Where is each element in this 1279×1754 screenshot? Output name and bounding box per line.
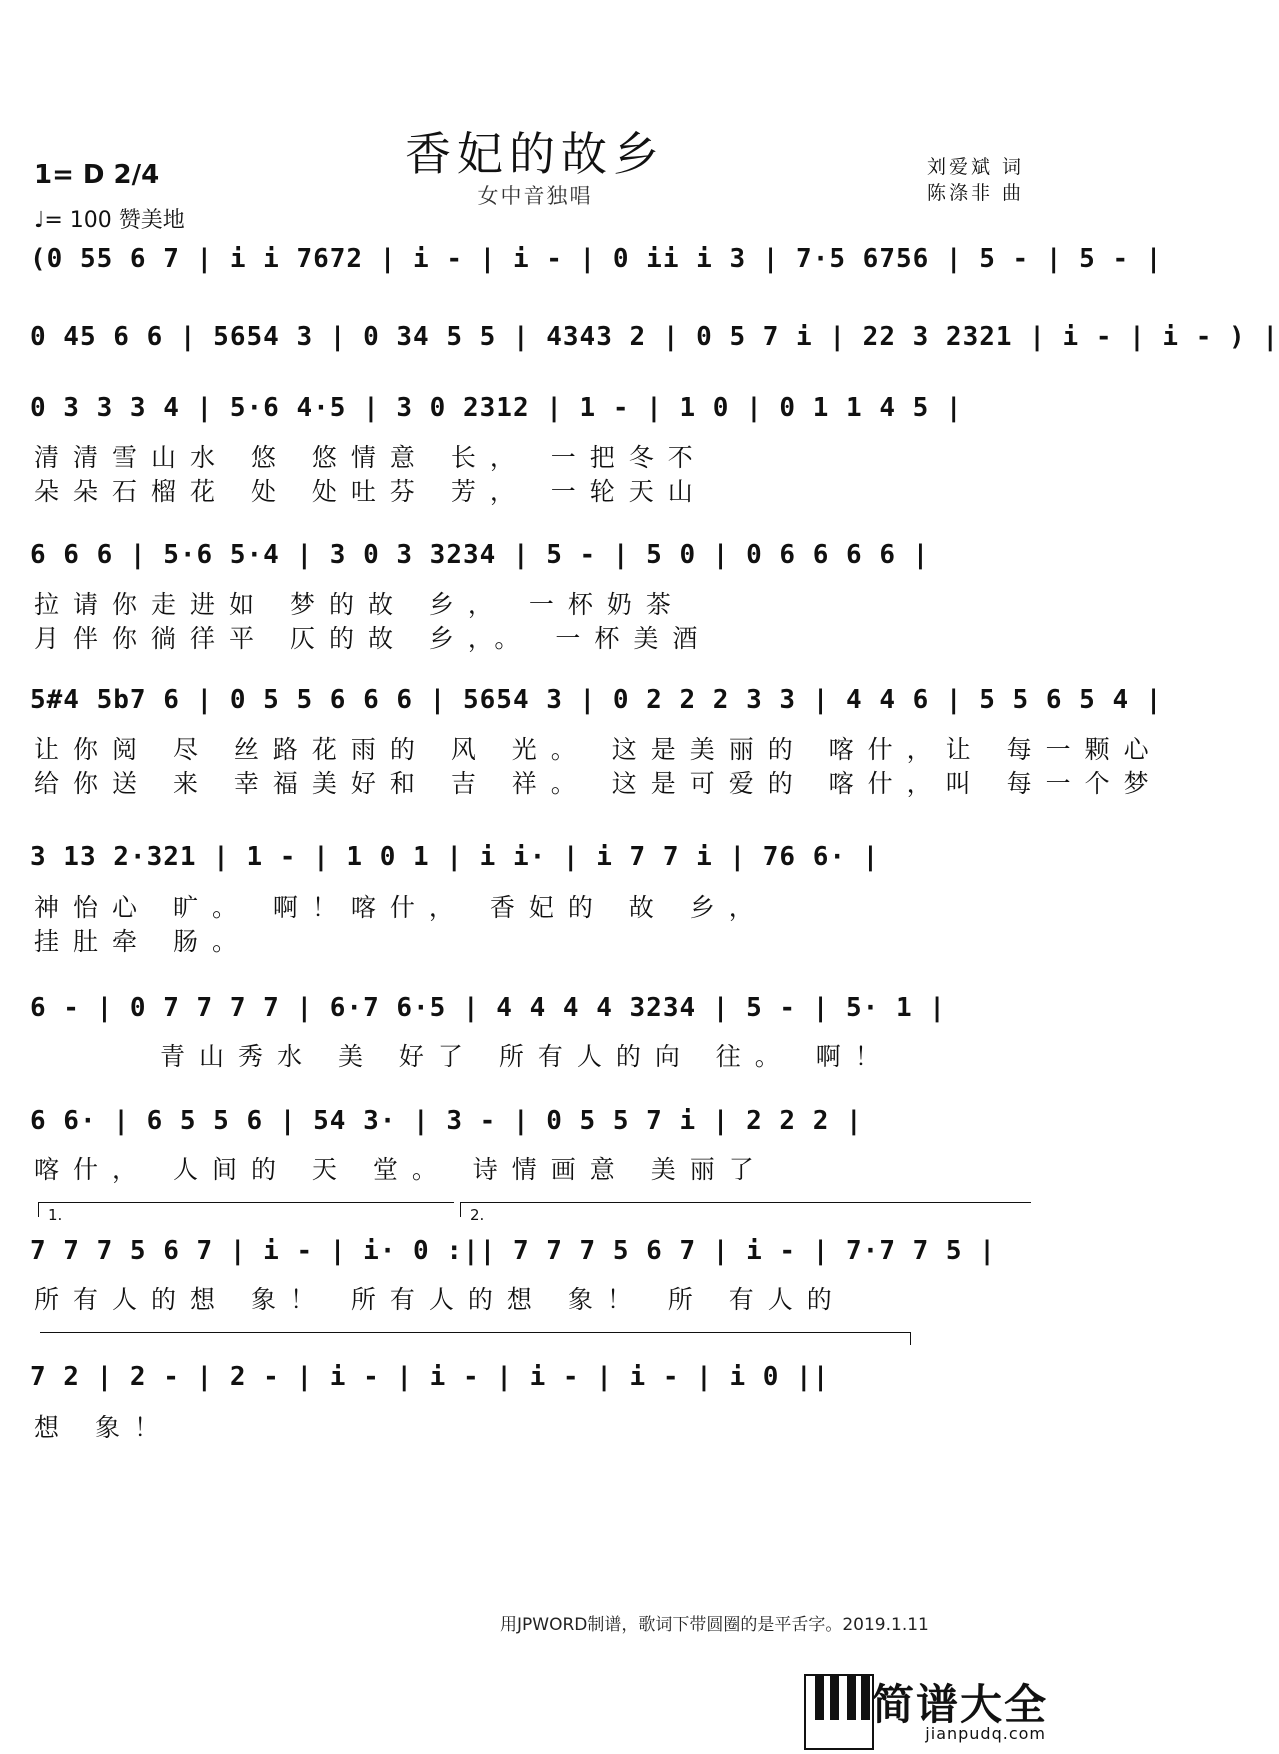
subtitle: 女中音独唱: [477, 184, 593, 208]
volta-bracket-2: [460, 1202, 1031, 1217]
notation-row-9: 7 7 7 5 6 7 | i - | i· 0 :|| 7 7 7 5 6 7 | i - | 7·7 7 5 |: [30, 1236, 996, 1266]
key-signature: 1= D 2/4: [34, 160, 160, 190]
lyric-row-3-verse-2: 朵朵石榴花 处 处吐芬 芳， 一轮天山: [34, 477, 707, 506]
site-logo-url: jianpudq.com: [925, 1724, 1046, 1743]
lyric-row-6-verse-1: 神怡心 旷。 啊！喀什， 香妃的 故 乡，: [34, 893, 768, 922]
lyric-row-5-verse-1: 让你阅 尽 丝路花雨的 风 光。 这是美丽的 喀什，让 每一颗心: [34, 735, 1163, 764]
volta-bracket-1: [38, 1202, 454, 1217]
lyric-row-5-verse-2: 给你送 来 幸福美好和 吉 祥。 这是可爱的 喀什，叫 每一个梦: [34, 769, 1163, 798]
lyric-row-10: 想 象！: [34, 1413, 173, 1442]
piano-logo-icon: [804, 1674, 874, 1750]
lyric-row-7: 青山秀水 美 好了 所有人的向 往。 啊！: [160, 1042, 894, 1071]
notation-row-2: 0 45 6 6 | 5654 3 | 0 34 5 5 | 4343 2 | 0 5 7 i | 22 3 2321 | i - | i - ) |: [30, 322, 1279, 352]
lyric-row-4-verse-2: 月伴你徜徉平 仄的故 乡，。 一杯美酒: [34, 624, 712, 653]
notation-row-6: 3 13 2·321 | 1 - | 1 0 1 | i i· | i 7 7 i | 76 6· |: [30, 842, 880, 872]
composer-credit: 陈涤非 曲: [926, 182, 1024, 204]
lyric-row-6-verse-2: 挂肚牵 肠。: [34, 927, 251, 956]
lyric-row-9: 所有人的想 象！ 所有人的想 象！ 所 有人的: [34, 1285, 846, 1314]
notation-row-3: 0 3 3 3 4 | 5·6 4·5 | 3 0 2312 | 1 - | 1 0 | 0 1 1 4 5 |: [30, 393, 963, 423]
notation-row-5: 5#4 5b7 6 | 0 5 5 6 6 6 | 5654 3 | 0 2 2 2 3 3 | 4 4 6 | 5 5 6 5 4 |: [30, 685, 1163, 715]
site-logo-name: 简谱大全: [871, 1680, 1048, 1729]
lyricist-credit: 刘爱斌 词: [926, 156, 1024, 178]
notation-row-10: 7 2 | 2 - | 2 - | i - | i - | i - | i - | i 0 ||: [30, 1362, 830, 1392]
notation-row-8: 6 6· | 6 5 5 6 | 54 3· | 3 - | 0 5 5 7 i | 2 2 2 |: [30, 1106, 863, 1136]
page-title: 香妃的故乡: [405, 127, 665, 181]
notation-row-7: 6 - | 0 7 7 7 7 | 6·7 6·5 | 4 4 4 4 3234 | 5 - | 5· 1 |: [30, 993, 946, 1023]
lyric-row-3-verse-1: 清清雪山水 悠 悠情意 长， 一把冬不: [34, 443, 707, 472]
lyric-row-4-verse-1: 拉请你走进如 梦的故 乡， 一杯奶茶: [34, 590, 685, 619]
volta-label-1: 1.: [48, 1206, 63, 1224]
slur-line: [40, 1332, 911, 1345]
notation-row-4: 6 6 6 | 5·6 5·4 | 3 0 3 3234 | 5 - | 5 0 | 0 6 6 6 6 |: [30, 540, 930, 570]
footnote: 用JPWORD制谱，歌词下带圆圈的是平舌字。2019.1.11: [500, 1615, 929, 1635]
notation-row-1: (0 55 6 7 | i i 7672 | i - | i - | 0 ii i 3 | 7·5 6756 | 5 - | 5 - |: [30, 244, 1163, 274]
volta-label-2: 2.: [470, 1206, 485, 1224]
tempo-marking: ♩= 100 赞美地: [34, 208, 185, 233]
lyric-row-8: 喀什， 人间的 天 堂。 诗情画意 美丽了: [34, 1155, 768, 1184]
